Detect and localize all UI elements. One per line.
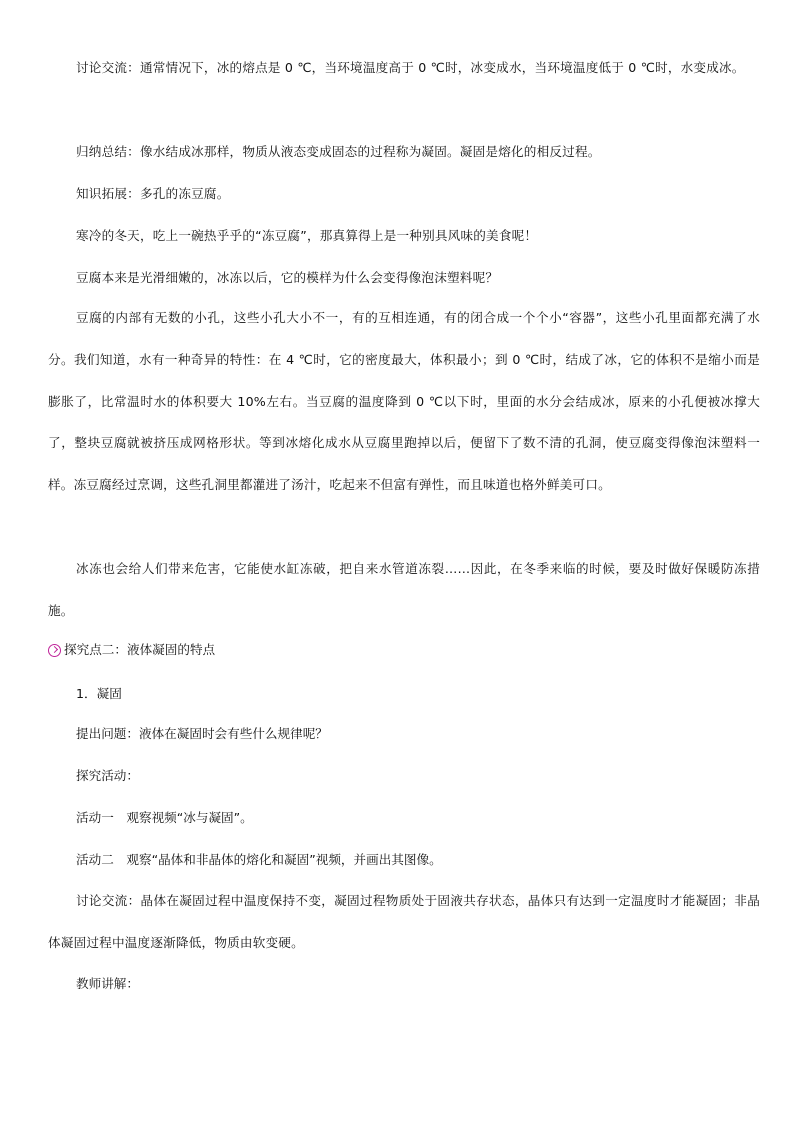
paragraph-tofu-question: 豆腐本来是光滑细嫩的，冰冻以后，它的模样为什么会变得像泡沫塑料呢？ bbox=[76, 270, 499, 285]
section-title: 探究点二：液体凝固的特点 bbox=[64, 642, 216, 657]
paragraph-winter-tofu: 寒冷的冬天，吃上一碗热乎乎的“冻豆腐”，那真算得上是一种别具风味的美食呢！ bbox=[76, 228, 538, 243]
item-solidification: 1．凝固 bbox=[76, 686, 122, 701]
activity-one: 活动一 观察视频“冰与凝固”。 bbox=[76, 810, 253, 825]
paragraph-discussion-melting-point: 讨论交流：通常情况下，冰的熔点是 0 ℃，当环境温度高于 0 ℃时，冰变成水，当环境温度低于 0 ℃时，水变成冰。 bbox=[76, 60, 745, 75]
paragraph-summary-solidification: 归纳总结：像水结成冰那样，物质从液态变成固态的过程称为凝固。凝固是熔化的相反过程。 bbox=[76, 144, 601, 159]
chevron-circle-icon bbox=[48, 644, 61, 657]
paragraph-freezing-hazard: 冰冻也会给人们带来危害，它能使水缸冻破，把自来水管道冻裂……因此，在冬季来临的时候，要及时做好保暖防冻措施。 bbox=[48, 561, 760, 618]
paragraph-discussion-crystal: 讨论交流：晶体在凝固过程中温度保持不变，凝固过程物质处于固液共存状态，晶体只有达到一定温度时才能凝固；非晶体凝固过程中温度逐渐降低，物质由软变硬。 bbox=[48, 893, 760, 950]
paragraph-knowledge-extension: 知识拓展：多孔的冻豆腐。 bbox=[76, 186, 230, 201]
activity-two: 活动二 观察“晶体和非晶体的熔化和凝固”视频，并画出其图像。 bbox=[76, 852, 442, 867]
paragraph-tofu-explanation: 豆腐的内部有无数的小孔，这些小孔大小不一，有的互相连通，有的闭合成一个个小“容器”，这些小孔里面都充满了水分。我们知道，水有一种奇异的特性：在 4 ℃时，它的密度最大，体积最小；到 0 ℃时，结成了冰，它的体积不是缩小而是膨胀了，比常温时水的体积要大 10%左右。当豆腐的温度降到 0 ℃以下时，里面的水分会结成冰，原来的小孔便被冰撑大了，整块豆腐就被挤压成网格形状。等到冰熔化成水从豆腐里跑掉以后，便留下了数不清的孔洞，使豆腐变得像泡沫塑料一样。冻豆腐经过烹调，这些孔洞里都灌进了汤汁，吃起来不但富有弹性，而且味道也格外鲜美可口。 bbox=[48, 310, 760, 493]
activity-label: 探究活动： bbox=[76, 768, 139, 783]
question-line: 提出问题：液体在凝固时会有些什么规律呢？ bbox=[76, 726, 328, 741]
section-heading bbox=[48, 640, 215, 660]
teacher-explanation-label: 教师讲解： bbox=[76, 976, 139, 991]
